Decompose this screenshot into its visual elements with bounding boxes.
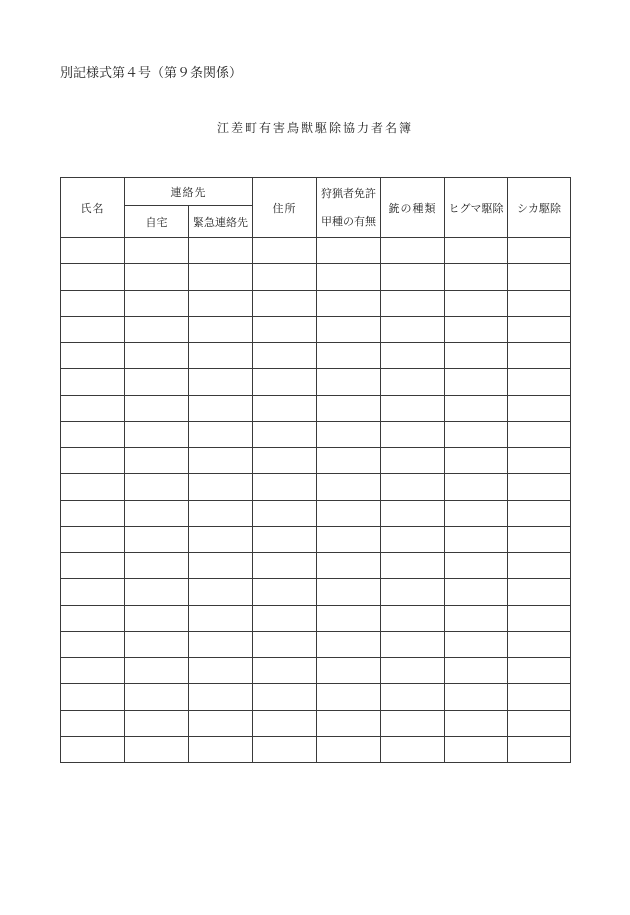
table-cell bbox=[317, 631, 381, 657]
table-cell bbox=[445, 710, 508, 736]
table-cell bbox=[61, 736, 125, 762]
table-cell bbox=[445, 369, 508, 395]
table-cell bbox=[61, 579, 125, 605]
table-row bbox=[61, 474, 571, 500]
table-cell bbox=[381, 421, 445, 447]
table-cell bbox=[508, 316, 571, 342]
table-cell bbox=[381, 290, 445, 316]
table-cell bbox=[381, 526, 445, 552]
table-cell bbox=[189, 448, 253, 474]
table-cell bbox=[125, 316, 189, 342]
table-cell bbox=[61, 500, 125, 526]
table-cell bbox=[381, 631, 445, 657]
table-cell bbox=[61, 421, 125, 447]
table-cell bbox=[317, 500, 381, 526]
header-brown-bear-culling: ヒグマ駆除 bbox=[445, 178, 508, 238]
table-cell bbox=[61, 238, 125, 264]
table-cell bbox=[189, 736, 253, 762]
table-cell bbox=[445, 736, 508, 762]
table-row bbox=[61, 553, 571, 579]
table-cell bbox=[125, 736, 189, 762]
table-cell bbox=[508, 343, 571, 369]
table-cell bbox=[381, 316, 445, 342]
table-cell bbox=[381, 553, 445, 579]
header-home-phone: 自宅 bbox=[125, 206, 189, 238]
table-cell bbox=[317, 421, 381, 447]
header-name: 氏名 bbox=[61, 178, 125, 238]
header-deer-culling: シカ駆除 bbox=[508, 178, 571, 238]
table-cell bbox=[125, 684, 189, 710]
table-cell bbox=[445, 395, 508, 421]
table-cell bbox=[125, 343, 189, 369]
table-cell bbox=[445, 238, 508, 264]
table-cell bbox=[508, 710, 571, 736]
table-cell bbox=[445, 474, 508, 500]
table-cell bbox=[125, 605, 189, 631]
table-cell bbox=[189, 238, 253, 264]
table-row bbox=[61, 579, 571, 605]
table-cell bbox=[445, 658, 508, 684]
table-cell bbox=[253, 526, 317, 552]
table-cell bbox=[317, 579, 381, 605]
table-cell bbox=[61, 290, 125, 316]
table-cell bbox=[253, 605, 317, 631]
table-cell bbox=[253, 474, 317, 500]
table-cell bbox=[125, 264, 189, 290]
form-number-label: 別記様式第４号（第９条関係） bbox=[60, 66, 243, 81]
table-cell bbox=[253, 421, 317, 447]
table-body bbox=[61, 238, 571, 763]
table-cell bbox=[317, 343, 381, 369]
table-cell bbox=[508, 579, 571, 605]
table-cell bbox=[381, 395, 445, 421]
table-cell bbox=[317, 526, 381, 552]
table-cell bbox=[61, 395, 125, 421]
table-cell bbox=[508, 526, 571, 552]
table-cell bbox=[61, 264, 125, 290]
header-gun-type: 銃の種類 bbox=[381, 178, 445, 238]
table-row bbox=[61, 264, 571, 290]
table-cell bbox=[125, 395, 189, 421]
table-cell bbox=[61, 658, 125, 684]
table-cell bbox=[253, 579, 317, 605]
table-cell bbox=[317, 238, 381, 264]
table-cell bbox=[445, 421, 508, 447]
table-cell bbox=[189, 316, 253, 342]
table-header bbox=[61, 178, 571, 238]
table-cell bbox=[381, 369, 445, 395]
table-row bbox=[61, 448, 571, 474]
table-row bbox=[61, 658, 571, 684]
table-cell bbox=[317, 605, 381, 631]
table-cell bbox=[125, 658, 189, 684]
table-cell bbox=[381, 343, 445, 369]
table-cell bbox=[253, 316, 317, 342]
table-cell bbox=[508, 448, 571, 474]
table-cell bbox=[253, 684, 317, 710]
table-cell bbox=[189, 684, 253, 710]
table-cell bbox=[381, 264, 445, 290]
table-cell bbox=[125, 526, 189, 552]
table-cell bbox=[125, 290, 189, 316]
table-row bbox=[61, 421, 571, 447]
table-cell bbox=[189, 421, 253, 447]
table-row bbox=[61, 395, 571, 421]
header-address: 住所 bbox=[253, 178, 317, 238]
table-cell bbox=[445, 264, 508, 290]
table-row bbox=[61, 238, 571, 264]
header-contact: 連絡先 bbox=[125, 178, 253, 206]
table-row bbox=[61, 605, 571, 631]
table-cell bbox=[253, 264, 317, 290]
table-cell bbox=[61, 316, 125, 342]
table-cell bbox=[381, 448, 445, 474]
table-cell bbox=[381, 710, 445, 736]
table-cell bbox=[61, 605, 125, 631]
table-cell bbox=[381, 500, 445, 526]
table-cell bbox=[61, 553, 125, 579]
table-cell bbox=[508, 421, 571, 447]
table-cell bbox=[381, 658, 445, 684]
table-cell bbox=[317, 658, 381, 684]
table-cell bbox=[445, 526, 508, 552]
table-cell bbox=[445, 684, 508, 710]
table-cell bbox=[253, 553, 317, 579]
table-cell bbox=[189, 553, 253, 579]
table-cell bbox=[189, 579, 253, 605]
table-cell bbox=[508, 395, 571, 421]
table-cell bbox=[125, 500, 189, 526]
table-cell bbox=[317, 736, 381, 762]
table-cell bbox=[61, 710, 125, 736]
table-row bbox=[61, 736, 571, 762]
table-cell bbox=[125, 448, 189, 474]
table-cell bbox=[508, 500, 571, 526]
table-cell bbox=[61, 369, 125, 395]
table-cell bbox=[61, 448, 125, 474]
table-cell bbox=[253, 500, 317, 526]
table-cell bbox=[317, 395, 381, 421]
table-cell bbox=[445, 631, 508, 657]
table-cell bbox=[445, 290, 508, 316]
table-cell bbox=[189, 369, 253, 395]
table-cell bbox=[381, 579, 445, 605]
table-cell bbox=[381, 736, 445, 762]
table-row bbox=[61, 343, 571, 369]
table-cell bbox=[61, 474, 125, 500]
table-cell bbox=[381, 684, 445, 710]
table-cell bbox=[61, 631, 125, 657]
table-cell bbox=[445, 605, 508, 631]
table-cell bbox=[508, 264, 571, 290]
table-cell bbox=[317, 553, 381, 579]
table-cell bbox=[125, 553, 189, 579]
table-cell bbox=[253, 369, 317, 395]
table-cell bbox=[508, 290, 571, 316]
table-row bbox=[61, 500, 571, 526]
table-row bbox=[61, 316, 571, 342]
table-cell bbox=[253, 631, 317, 657]
header-row bbox=[61, 178, 571, 206]
table-cell bbox=[189, 500, 253, 526]
table-cell bbox=[125, 579, 189, 605]
table-cell bbox=[125, 369, 189, 395]
table-cell bbox=[508, 238, 571, 264]
header-emergency-contact: 緊急連絡先 bbox=[189, 206, 253, 238]
table-cell bbox=[125, 421, 189, 447]
table-cell bbox=[189, 605, 253, 631]
table-cell bbox=[381, 238, 445, 264]
table-cell bbox=[189, 631, 253, 657]
table-cell bbox=[508, 474, 571, 500]
table-cell bbox=[508, 553, 571, 579]
table-cell bbox=[317, 474, 381, 500]
table-cell bbox=[61, 684, 125, 710]
table-cell bbox=[189, 474, 253, 500]
table-cell bbox=[445, 448, 508, 474]
roster-table bbox=[60, 177, 571, 763]
header-hunting-license bbox=[317, 178, 381, 238]
table-cell bbox=[189, 395, 253, 421]
table-cell bbox=[381, 474, 445, 500]
table-cell bbox=[61, 526, 125, 552]
table-cell bbox=[125, 631, 189, 657]
table-cell bbox=[253, 395, 317, 421]
table-cell bbox=[125, 710, 189, 736]
table-cell bbox=[317, 290, 381, 316]
table-cell bbox=[317, 448, 381, 474]
table-cell bbox=[189, 526, 253, 552]
table-cell bbox=[445, 553, 508, 579]
table-cell bbox=[381, 605, 445, 631]
header-hunting-license-line2: 甲種の有無 bbox=[321, 214, 376, 228]
table-cell bbox=[445, 500, 508, 526]
table-cell bbox=[253, 343, 317, 369]
table-cell bbox=[189, 658, 253, 684]
table-cell bbox=[317, 264, 381, 290]
table-cell bbox=[61, 343, 125, 369]
table-cell bbox=[189, 290, 253, 316]
table-cell bbox=[189, 264, 253, 290]
table-cell bbox=[445, 343, 508, 369]
table-cell bbox=[125, 238, 189, 264]
table-row bbox=[61, 631, 571, 657]
table-cell bbox=[317, 684, 381, 710]
table-cell bbox=[317, 369, 381, 395]
table-cell bbox=[253, 290, 317, 316]
table-cell bbox=[508, 631, 571, 657]
table-cell bbox=[317, 710, 381, 736]
table-row bbox=[61, 290, 571, 316]
table-row bbox=[61, 369, 571, 395]
table-row bbox=[61, 710, 571, 736]
header-hunting-license-line1: 狩猟者免許 bbox=[321, 186, 376, 200]
document-title: 江差町有害鳥獣駆除協力者名簿 bbox=[216, 121, 413, 135]
table-row bbox=[61, 526, 571, 552]
table-cell bbox=[508, 605, 571, 631]
table-cell bbox=[445, 316, 508, 342]
table-cell bbox=[125, 474, 189, 500]
table-cell bbox=[253, 448, 317, 474]
table-cell bbox=[189, 343, 253, 369]
table-cell bbox=[253, 238, 317, 264]
table-cell bbox=[508, 369, 571, 395]
table-cell bbox=[189, 710, 253, 736]
table-cell bbox=[253, 658, 317, 684]
table-cell bbox=[317, 316, 381, 342]
table-cell bbox=[445, 579, 508, 605]
table-cell bbox=[508, 684, 571, 710]
table-cell bbox=[508, 658, 571, 684]
table-row bbox=[61, 684, 571, 710]
table-cell bbox=[253, 710, 317, 736]
table-cell bbox=[508, 736, 571, 762]
table-cell bbox=[253, 736, 317, 762]
